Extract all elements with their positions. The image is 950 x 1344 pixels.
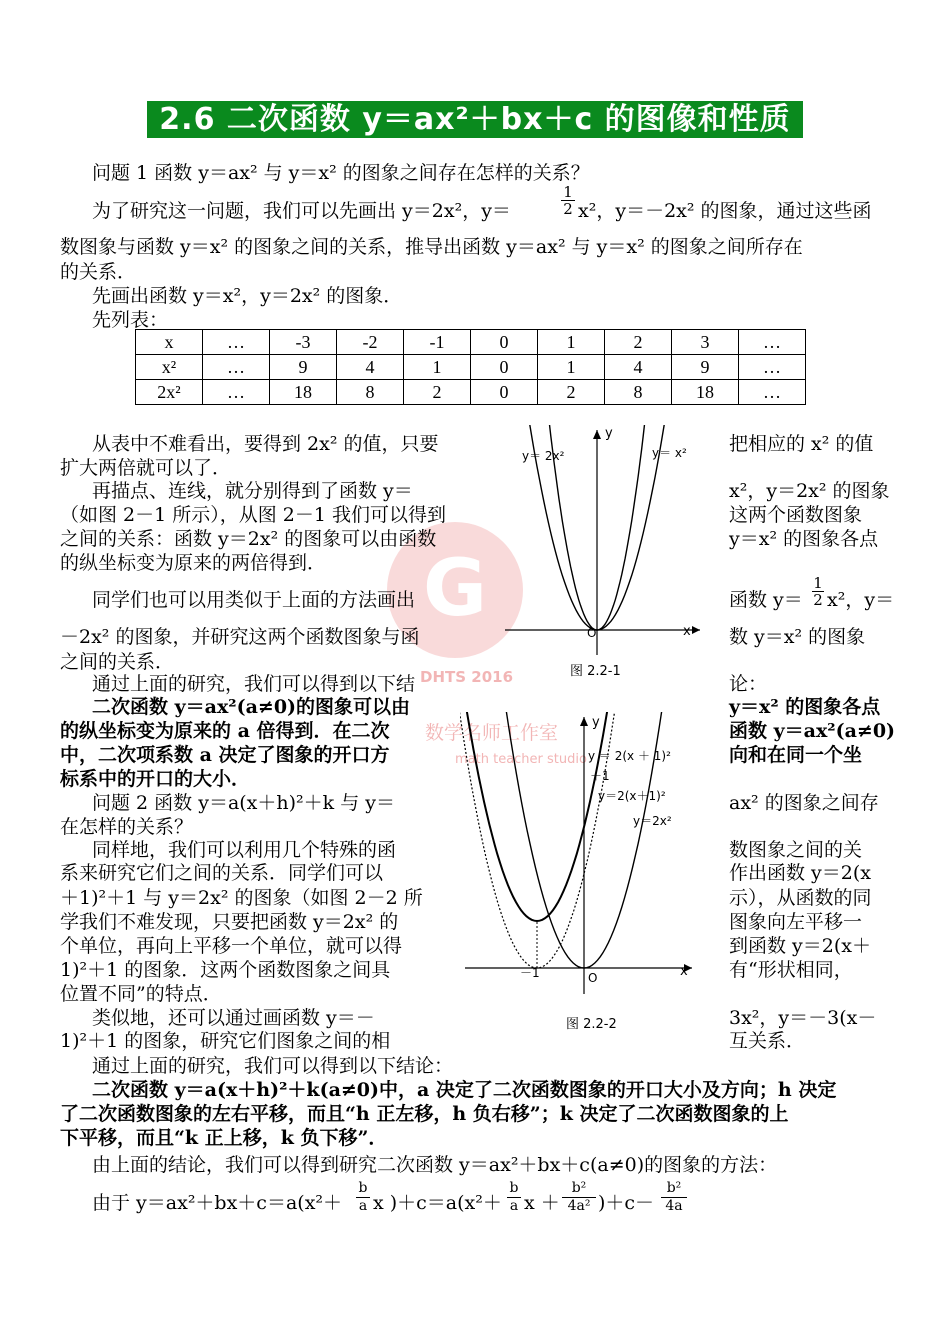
- text-line: y＝x² 的图象各点: [729, 696, 881, 718]
- text-line: 之间的关系：函数 y＝2x² 的图象可以由函数: [60, 528, 437, 550]
- figure-2-2-1: [485, 425, 715, 690]
- text-line: 这两个函数图象: [729, 504, 863, 526]
- axis-label-y: y: [592, 715, 600, 730]
- axis-label-y: y: [605, 426, 613, 441]
- text-line: 通过上面的研究，我们可以得到以下结论：: [92, 1055, 454, 1077]
- text-line: 中，二次项系数 a 决定了图象的开口方: [60, 744, 390, 766]
- value-table: [135, 329, 806, 405]
- text-line: x )＋c＝a(x²＋: [373, 1192, 502, 1214]
- table-row: x² … 9 4 1 0 1 4 9 …: [136, 355, 806, 380]
- text-line: x²，y＝－2x² 的图象，通过这些函: [578, 200, 872, 222]
- table-row: 2x² … 18 8 2 0 2 8 18 …: [136, 380, 806, 405]
- text-line: 先画出函数 y＝x²，y＝2x² 的图象．: [92, 285, 403, 307]
- text-line: 的纵坐标变为原来的 a 倍得到．在二次: [60, 720, 390, 742]
- text-line: 通过上面的研究，我们可以得到以下结: [92, 673, 416, 695]
- text-line: 下平移，而且“k 正上移，k 负下移”．: [60, 1127, 388, 1149]
- text-line: 个单位，再向上平移一个单位，就可以得: [60, 935, 403, 957]
- x-axis-arrow-icon: [692, 626, 700, 634]
- curve-label: y ＝ 2(x ＋ 1)²: [588, 749, 671, 763]
- text-line: 二次函数 y＝a(x＋h)²＋k(a≠0)中，a 决定了二次函数图象的开口大小及方向；h 决定: [92, 1079, 837, 1101]
- fraction: 1 2: [561, 184, 575, 217]
- watermark-cn: 数学名师工作室: [425, 722, 559, 744]
- text-line: 同学们也可以用类似于上面的方法画出: [92, 589, 416, 611]
- text-line: 把相应的 x² 的值: [729, 433, 874, 455]
- page-title: 2.6 二次函数 y＝ax²＋bx＋c 的图像和性质: [147, 101, 803, 138]
- text-line: ax² 的图象之间存: [729, 792, 879, 814]
- text-line: 的纵坐标变为原来的两倍得到．: [60, 552, 327, 574]
- watermark-en: math teacher studio: [455, 752, 587, 767]
- text-line: 扩大两倍就可以了．: [60, 457, 232, 479]
- text-line: 1)²＋1 的图象．这两个函数图象之间具: [60, 959, 391, 981]
- fraction: b² 4a: [661, 1180, 687, 1215]
- curve-label: y＝ 2x²: [522, 449, 565, 463]
- figure-2-2-2: [460, 712, 700, 997]
- text-line: )＋c－: [598, 1192, 655, 1214]
- tick-label: －1: [520, 966, 540, 980]
- axis-label-x: x: [680, 964, 688, 979]
- text-line: 有“形状相同，: [729, 959, 853, 981]
- text-line: 先列表：: [92, 309, 169, 331]
- table-row: x … -3 -2 -1 0 1 2 3 …: [136, 330, 806, 355]
- origin-label: O: [587, 626, 597, 640]
- text-line: 数图象之间的关: [729, 839, 863, 861]
- figure-caption: 图 2.2-2: [566, 1017, 617, 1032]
- text-line: 3x²，y＝－3(x－: [729, 1007, 877, 1029]
- text-line: 数 y＝x² 的图象: [729, 626, 866, 648]
- text-line: 数图象与函数 y＝x² 的图象之间的关系，推导出函数 y＝ax² 与 y＝x² 的图象之间所存在: [60, 236, 803, 258]
- text-line: 论：: [729, 673, 768, 695]
- text-line: 之间的关系．: [60, 651, 175, 673]
- curve-label: y＝ x²: [652, 446, 687, 460]
- text-line: 示），从函数的同: [729, 887, 872, 909]
- text-line: x²，y＝2x² 的图象: [729, 480, 890, 502]
- text-line: 的关系．: [60, 261, 137, 283]
- text-line: －2x² 的图象，并研究这两个函数图象与函: [60, 626, 420, 648]
- text-line: 函数 y＝ax²(a≠0): [729, 720, 896, 742]
- text-line: ＋1)²＋1 与 y＝2x² 的图象（如图 2－2 所: [60, 887, 423, 909]
- fraction: b² 4a²: [562, 1180, 596, 1215]
- text-line: 位置不同”的特点．: [60, 983, 222, 1005]
- y-axis-arrow-icon: [580, 717, 588, 726]
- fraction: b a: [356, 1180, 370, 1215]
- text-line: 同样地，我们可以利用几个特殊的函: [92, 839, 397, 861]
- text-line: 再描点、连线，就分别得到了函数 y＝: [92, 480, 413, 502]
- text-line: y＝x² 的图象各点: [729, 528, 879, 550]
- text-line: 标系中的开口的大小．: [60, 768, 251, 790]
- text-line: 为了研究这一问题，我们可以先画出 y＝2x²，y＝: [92, 200, 511, 222]
- text-line: 到函数 y＝2(x＋: [729, 935, 871, 957]
- text-line: 由于 y＝ax²＋bx＋c＝a(x²＋: [92, 1192, 343, 1214]
- text-line: 互关系．: [729, 1030, 806, 1052]
- figure-caption: 图 2.2-1: [570, 664, 621, 679]
- text-line: x²，y＝: [827, 589, 895, 611]
- curve-label: y＝2x²: [633, 814, 672, 828]
- text-line: 1)²＋1 的图象，研究它们图象之间的相: [60, 1030, 391, 1052]
- text-line: 学我们不难发现，只要把函数 y＝2x² 的: [60, 911, 399, 933]
- curve-label: y＝2(x＋1)²: [598, 789, 666, 803]
- text-line: 向和在同一个坐: [729, 744, 863, 766]
- axis-label-x: x: [683, 624, 691, 639]
- y-axis-arrow-icon: [593, 430, 601, 439]
- curve-label: ＋1: [590, 769, 610, 783]
- text-line: 问题 2 函数 y＝a(x＋h)²＋k 与 y＝: [92, 792, 395, 814]
- fraction: 1 2: [813, 574, 823, 609]
- fraction: b a: [507, 1180, 521, 1215]
- text-line: （如图 2－1 所示），从图 2－1 我们可以得到: [60, 504, 447, 526]
- text-line: 二次函数 y＝ax²(a≠0)的图象可以由: [92, 696, 411, 718]
- text-line: 由上面的结论，我们可以得到研究二次函数 y＝ax²＋bx＋c(a≠0)的图象的方法：: [92, 1154, 778, 1176]
- text-line: 问题 1 函数 y＝ax² 与 y＝x² 的图象之间存在怎样的关系？: [92, 162, 590, 184]
- svg-text:G: G: [422, 544, 488, 634]
- text-line: 在怎样的关系？: [60, 816, 194, 838]
- text-line: 作出函数 y＝2(x: [729, 862, 871, 884]
- text-line: 了二次函数图象的左右平移，而且“h 正左移，h 负右移”；k 决定了二次函数图象的上: [60, 1103, 789, 1125]
- watermark-year: DHTS 2016: [420, 668, 514, 686]
- text-line: 函数 y＝: [729, 589, 803, 611]
- curve-y-2-x-plus-1-sq-plus-1: [460, 712, 643, 921]
- text-line: x ＋: [524, 1192, 560, 1214]
- origin-label: O: [588, 971, 598, 985]
- text-line: 图象向左平移一: [729, 911, 863, 933]
- text-line: 系来研究它们之间的关系．同学们可以: [60, 862, 384, 884]
- text-line: 类似地，还可以通过画函数 y＝－: [92, 1007, 375, 1029]
- text-line: 从表中不难看出，要得到 2x² 的值，只要: [92, 433, 439, 455]
